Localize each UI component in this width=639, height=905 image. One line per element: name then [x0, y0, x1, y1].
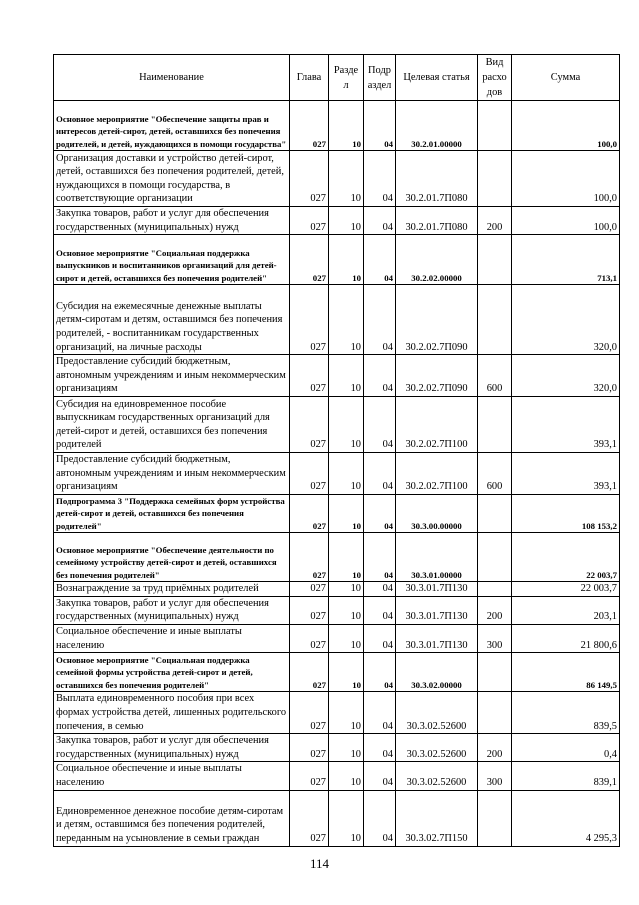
row-chapter: 027 — [290, 734, 329, 762]
row-name: Закупка товаров, работ и услуг для обеспечения государственных (муниципальных) нужд — [54, 207, 290, 235]
row-subsection: 04 — [364, 285, 396, 355]
row-sum: 713,1 — [512, 235, 620, 285]
table-row — [54, 582, 620, 597]
row-subsection: 04 — [364, 355, 396, 397]
row-target: 30.2.01.7П080 — [396, 151, 478, 207]
row-section: 10 — [329, 207, 364, 235]
table-row — [54, 596, 620, 624]
table-row — [54, 734, 620, 762]
row-subsection: 04 — [364, 532, 396, 581]
row-sum: 320,0 — [512, 355, 620, 397]
row-sum: 22 003,7 — [512, 582, 620, 597]
row-subsection: 04 — [364, 734, 396, 762]
row-subsection: 04 — [364, 396, 396, 452]
row-section: 10 — [329, 532, 364, 581]
row-target: 30.2.01.7П080 — [396, 207, 478, 235]
row-section: 10 — [329, 452, 364, 494]
row-chapter: 027 — [290, 494, 329, 532]
row-sum: 0,4 — [512, 734, 620, 762]
row-subsection: 04 — [364, 151, 396, 207]
header-expense-type: Вид расхо дов — [478, 55, 512, 101]
row-subsection: 04 — [364, 101, 396, 151]
header-subsection: Подр аздел — [364, 55, 396, 101]
row-chapter: 027 — [290, 151, 329, 207]
row-chapter: 027 — [290, 762, 329, 790]
row-chapter: 027 — [290, 452, 329, 494]
row-section: 10 — [329, 624, 364, 652]
row-name: Основное мероприятие "Социальная поддержка семейной формы устройства детей-сирот и детей, оставшихся без попечения родителей" — [54, 653, 290, 692]
row-subsection: 04 — [364, 624, 396, 652]
table-row — [54, 692, 620, 734]
budget-table — [53, 54, 620, 847]
row-type — [478, 396, 512, 452]
row-type — [478, 101, 512, 151]
row-section: 10 — [329, 790, 364, 846]
table-row — [54, 624, 620, 652]
row-section: 10 — [329, 235, 364, 285]
table-row — [54, 396, 620, 452]
header-chapter: Глава — [290, 55, 329, 101]
row-sum: 4 295,3 — [512, 790, 620, 846]
row-name: Организация доставки и устройство детей-сирот, детей, оставшихся без попечения родителей, детей, нуждающихся в помощи государства, в соответствующие организации — [54, 151, 290, 207]
row-type: 200 — [478, 207, 512, 235]
row-target: 30.3.01.7П130 — [396, 596, 478, 624]
row-sum: 100,0 — [512, 101, 620, 151]
row-sum: 839,5 — [512, 692, 620, 734]
row-section: 10 — [329, 355, 364, 397]
row-target: 30.3.01.7П130 — [396, 624, 478, 652]
row-type — [478, 790, 512, 846]
row-type — [478, 653, 512, 692]
table-row — [54, 790, 620, 846]
row-section: 10 — [329, 151, 364, 207]
row-section: 10 — [329, 762, 364, 790]
row-subsection: 04 — [364, 207, 396, 235]
row-subsection: 04 — [364, 582, 396, 597]
row-section: 10 — [329, 494, 364, 532]
row-name: Основное мероприятие "Обеспечение защиты прав и интересов детей-сирот, детей, оставшихся без попечения родителей, и детей, нуждающихся в помощи государства" — [54, 101, 290, 151]
row-target: 30.3.01.7П130 — [396, 582, 478, 597]
row-target: 30.3.02.00000 — [396, 653, 478, 692]
row-sum: 86 149,5 — [512, 653, 620, 692]
row-name: Закупка товаров, работ и услуг для обеспечения государственных (муниципальных) нужд — [54, 596, 290, 624]
row-section: 10 — [329, 692, 364, 734]
row-type — [478, 285, 512, 355]
row-section: 10 — [329, 285, 364, 355]
row-section: 10 — [329, 596, 364, 624]
row-type: 200 — [478, 596, 512, 624]
row-sum: 393,1 — [512, 396, 620, 452]
row-section: 10 — [329, 396, 364, 452]
table-row — [54, 532, 620, 581]
header-name: Наименование — [54, 55, 290, 101]
row-type: 200 — [478, 734, 512, 762]
row-type — [478, 532, 512, 581]
row-chapter: 027 — [290, 624, 329, 652]
row-sum: 100,0 — [512, 151, 620, 207]
row-sum: 393,1 — [512, 452, 620, 494]
header-section: Разде л — [329, 55, 364, 101]
table-row — [54, 494, 620, 532]
row-sum: 108 153,2 — [512, 494, 620, 532]
row-target: 30.3.02.52600 — [396, 692, 478, 734]
row-name: Единовременное денежное пособие детям-сиротам и детям, оставшимся без попечения родителей, переданным на усыновление в семьи граждан — [54, 790, 290, 846]
row-name: Вознаграждение за труд приёмных родителей — [54, 582, 290, 597]
row-type — [478, 582, 512, 597]
row-target: 30.3.02.52600 — [396, 734, 478, 762]
row-subsection: 04 — [364, 762, 396, 790]
row-name: Субсидия на единовременное пособие выпускникам государственных организаций для детей-сирот и детей, оставшихся без попечения родителей — [54, 396, 290, 452]
row-name: Подпрограмма 3 "Поддержка семейных форм устройства детей-сирот и детей, оставшихся без попечения родителей" — [54, 494, 290, 532]
row-section: 10 — [329, 734, 364, 762]
row-name: Выплата единовременного пособия при всех формах устройства детей, лишенных родительского попечения, в семью — [54, 692, 290, 734]
row-subsection: 04 — [364, 790, 396, 846]
row-sum: 839,1 — [512, 762, 620, 790]
row-sum: 100,0 — [512, 207, 620, 235]
row-target: 30.2.02.7П100 — [396, 396, 478, 452]
row-type: 300 — [478, 624, 512, 652]
row-sum: 203,1 — [512, 596, 620, 624]
row-name: Социальное обеспечение и иные выплаты населению — [54, 624, 290, 652]
table-row — [54, 452, 620, 494]
row-target: 30.2.02.7П090 — [396, 285, 478, 355]
row-chapter: 027 — [290, 207, 329, 235]
row-sum: 320,0 — [512, 285, 620, 355]
row-type — [478, 494, 512, 532]
row-target: 30.2.02.7П090 — [396, 355, 478, 397]
row-subsection: 04 — [364, 235, 396, 285]
row-chapter: 027 — [290, 396, 329, 452]
row-subsection: 04 — [364, 452, 396, 494]
row-chapter: 027 — [290, 101, 329, 151]
header-target: Целевая статья — [396, 55, 478, 101]
row-chapter: 027 — [290, 596, 329, 624]
row-target: 30.3.02.7П150 — [396, 790, 478, 846]
row-target: 30.2.01.00000 — [396, 101, 478, 151]
table-row — [54, 207, 620, 235]
row-type — [478, 692, 512, 734]
row-subsection: 04 — [364, 494, 396, 532]
row-chapter: 027 — [290, 285, 329, 355]
row-section: 10 — [329, 653, 364, 692]
header-sum: Сумма — [512, 55, 620, 101]
row-chapter: 027 — [290, 653, 329, 692]
row-type: 600 — [478, 452, 512, 494]
row-chapter: 027 — [290, 692, 329, 734]
row-target: 30.3.01.00000 — [396, 532, 478, 581]
row-type — [478, 151, 512, 207]
row-chapter: 027 — [290, 582, 329, 597]
row-type: 300 — [478, 762, 512, 790]
row-name: Предоставление субсидий бюджетным, автономным учреждениям и иным некоммерческим организациям — [54, 452, 290, 494]
table-row — [54, 355, 620, 397]
page-number: 114 — [309, 856, 330, 871]
row-target: 30.3.02.52600 — [396, 762, 478, 790]
row-section: 10 — [329, 582, 364, 597]
row-subsection: 04 — [364, 692, 396, 734]
row-name: Основное мероприятие "Обеспечение деятельности по семейному устройству детей-сирот и детей, оставшихся без попечения родителей" — [54, 532, 290, 581]
row-type: 600 — [478, 355, 512, 397]
table-row — [54, 285, 620, 355]
table-row — [54, 653, 620, 692]
row-sum: 21 800,6 — [512, 624, 620, 652]
table-row — [54, 151, 620, 207]
table-row — [54, 235, 620, 285]
row-section: 10 — [329, 101, 364, 151]
row-name: Основное мероприятие "Социальная поддержка выпускников и воспитанников организаций для детей-сирот и детей, оставшихся без попечения родителей" — [54, 235, 290, 285]
row-chapter: 027 — [290, 790, 329, 846]
row-subsection: 04 — [364, 596, 396, 624]
row-name: Закупка товаров, работ и услуг для обеспечения государственных (муниципальных) нужд — [54, 734, 290, 762]
row-target: 30.2.02.00000 — [396, 235, 478, 285]
row-sum: 22 003,7 — [512, 532, 620, 581]
row-subsection: 04 — [364, 653, 396, 692]
table-row — [54, 101, 620, 151]
row-target: 30.2.02.7П100 — [396, 452, 478, 494]
table-row — [54, 762, 620, 790]
row-name: Социальное обеспечение и иные выплаты населению — [54, 762, 290, 790]
row-chapter: 027 — [290, 532, 329, 581]
row-target: 30.3.00.00000 — [396, 494, 478, 532]
row-chapter: 027 — [290, 355, 329, 397]
row-type — [478, 235, 512, 285]
row-name: Предоставление субсидий бюджетным, автономным учреждениям и иным некоммерческим организациям — [54, 355, 290, 397]
row-name: Субсидия на ежемесячные денежные выплаты детям-сиротам и детям, оставшимся без попечения родителей, - воспитанникам государственных организаций, на личные расходы — [54, 285, 290, 355]
header-row — [54, 55, 620, 101]
row-chapter: 027 — [290, 235, 329, 285]
